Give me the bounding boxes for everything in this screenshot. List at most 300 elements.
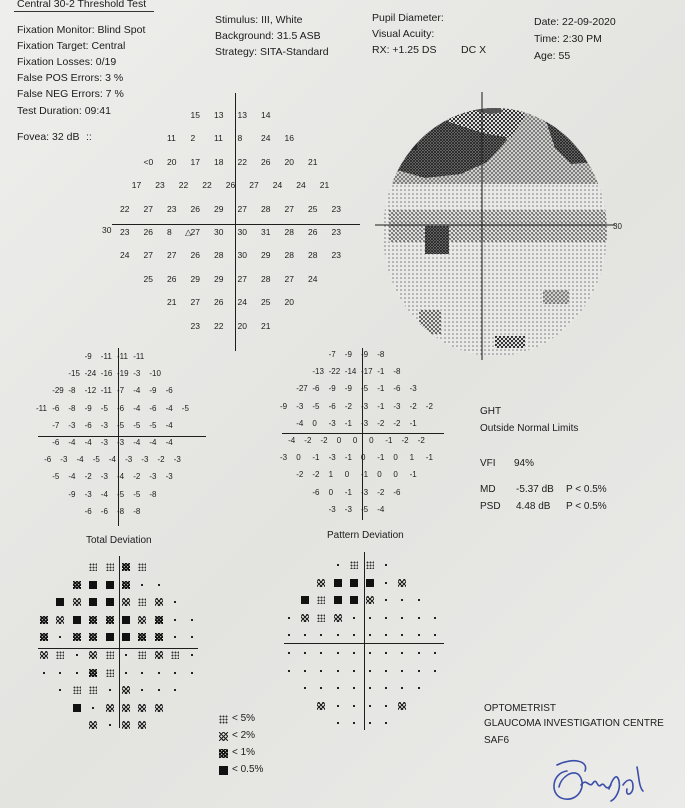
pattern-deviation-symbol — [366, 596, 374, 604]
pattern-deviation-value: 0 — [369, 436, 374, 445]
threshold-value: 27 — [249, 180, 259, 191]
pattern-deviation-symbol — [382, 719, 390, 727]
vfi-value: 94% — [514, 458, 535, 469]
total-deviation-value: -11 — [36, 403, 47, 413]
total-deviation-value: -4 — [100, 489, 108, 499]
test-date: Date: 22-09-2020 — [534, 16, 616, 28]
threshold-value: 26 — [190, 203, 200, 214]
pattern-deviation-symbol — [301, 631, 309, 639]
total-deviation-symbol — [138, 563, 146, 571]
pattern-deviation-symbol — [415, 667, 423, 675]
threshold-value: 24 — [308, 273, 318, 284]
legend-label: < 1% — [232, 747, 256, 758]
total-deviation-symbol — [40, 633, 48, 641]
handwritten-signature — [545, 755, 665, 805]
total-deviation-symbol — [155, 669, 163, 677]
threshold-value: 29 — [214, 203, 224, 214]
pattern-deviation-value: -5 — [361, 504, 369, 514]
total-deviation-value: -3 — [60, 455, 68, 465]
threshold-value: 31 — [261, 227, 271, 237]
clinic-line-2: GLAUCOMA INVESTIGATION CENTRE — [484, 718, 664, 729]
pattern-deviation-symbol — [398, 667, 406, 675]
total-deviation-value: -3 — [165, 472, 173, 482]
total-deviation-value: -6 — [84, 420, 92, 430]
pattern-deviation-symbol — [366, 631, 374, 639]
pattern-deviation-symbol — [285, 667, 293, 675]
total-deviation-value: -4 — [165, 403, 173, 413]
total-deviation-symbol — [89, 669, 97, 677]
total-deviation-symbol — [89, 598, 97, 606]
pattern-deviation-value: 0 — [336, 436, 342, 445]
pattern-deviation-symbol — [317, 596, 325, 604]
test-duration: Test Duration: 09:41 — [17, 105, 111, 117]
threshold-value: 24 — [272, 180, 283, 191]
pattern-deviation-symbol — [431, 614, 439, 622]
total-deviation-symbol — [122, 704, 130, 712]
total-deviation-value: -3 — [100, 420, 108, 430]
total-deviation-symbol — [106, 563, 114, 571]
pattern-deviation-value: -3 — [328, 418, 336, 428]
md-label: MD — [480, 484, 496, 495]
pattern-deviation-value: -2 — [377, 418, 385, 428]
pattern-deviation-symbol — [398, 684, 406, 692]
total-deviation-symbol — [89, 704, 97, 712]
td-horizontal-axis — [38, 436, 206, 437]
total-deviation-value: -3 — [100, 438, 108, 447]
legend-symbol-p05 — [219, 766, 228, 775]
total-deviation-symbol — [171, 686, 179, 694]
total-deviation-symbol — [40, 616, 48, 624]
total-deviation-symbol — [138, 721, 146, 729]
clinic-line-3: SAF6 — [484, 735, 510, 746]
total-deviation-symbol — [106, 616, 114, 624]
total-deviation-symbol — [73, 581, 81, 589]
threshold-value: 27 — [237, 203, 247, 214]
threshold-value: 22 — [202, 180, 212, 191]
total-deviation-symbol — [171, 616, 179, 624]
threshold-value: 26 — [190, 250, 200, 261]
total-deviation-symbol — [171, 669, 179, 677]
total-deviation-value: -4 — [133, 438, 141, 447]
pattern-deviation-value: -9 — [344, 350, 352, 359]
pattern-deviation-symbol — [317, 684, 325, 692]
pattern-deviation-value: -3 — [361, 401, 369, 411]
legend-symbol-p1 — [219, 749, 228, 758]
total-deviation-symbol — [56, 651, 64, 659]
total-deviation-symbol — [122, 616, 130, 624]
total-deviation-value: -8 — [117, 506, 125, 516]
pattern-deviation-symbol — [382, 579, 390, 587]
total-deviation-symbol — [106, 686, 114, 694]
total-deviation-symbol — [106, 651, 114, 659]
pattern-deviation-symbol — [431, 631, 439, 639]
pattern-deviation-value: -1 — [377, 453, 385, 463]
threshold-value: 20 — [284, 156, 294, 167]
pattern-deviation-symbol — [350, 561, 358, 569]
pattern-deviation-value: 0 — [377, 470, 382, 480]
total-deviation-symbol — [138, 686, 146, 694]
pattern-deviation-value: -4 — [377, 504, 385, 514]
total-deviation-symbol — [106, 669, 114, 677]
total-deviation-value: -4 — [165, 438, 173, 447]
total-deviation-symbol — [89, 563, 97, 571]
pattern-deviation-symbol — [398, 631, 406, 639]
total-deviation-symbol — [138, 704, 146, 712]
threshold-value: 27 — [284, 273, 294, 284]
total-deviation-value: -4 — [76, 455, 84, 465]
total-deviation-value: -16 — [100, 369, 113, 379]
pattern-deviation-value: -3 — [296, 401, 304, 411]
pattern-deviation-value: -2 — [377, 487, 385, 497]
total-deviation-symbol — [188, 616, 196, 624]
threshold-value: 23 — [167, 203, 177, 214]
dc-x: DC X — [461, 44, 487, 56]
pattern-deviation-symbol — [301, 649, 309, 657]
total-deviation-symbol — [106, 721, 114, 729]
total-deviation-symbol — [89, 686, 97, 694]
threshold-value: 14 — [261, 110, 271, 120]
total-deviation-value: -8 — [68, 386, 76, 396]
threshold-value: 28 — [261, 203, 271, 214]
pattern-deviation-symbol — [366, 719, 374, 727]
total-deviation-value: -6 — [52, 438, 60, 447]
pattern-deviation-value: 0 — [312, 418, 317, 428]
total-deviation-symbol — [155, 633, 163, 641]
pattern-deviation-value: -9 — [328, 384, 336, 394]
total-deviation-value: -5 — [133, 489, 141, 499]
total-deviation-symbol — [122, 633, 130, 641]
patient-age: Age: 55 — [534, 50, 571, 62]
pattern-deviation-value: -9 — [280, 401, 288, 411]
pattern-deviation-symbol — [415, 631, 423, 639]
total-deviation-value: -6 — [100, 506, 108, 516]
total-deviation-value: -4 — [165, 420, 173, 430]
pattern-deviation-value: -3 — [361, 487, 369, 497]
total-deviation-symbol — [106, 704, 114, 712]
total-deviation-value: -24 — [84, 369, 97, 379]
total-deviation-title: Total Deviation — [86, 535, 152, 546]
total-deviation-value: -12 — [84, 386, 97, 396]
pattern-deviation-symbol — [366, 649, 374, 657]
total-deviation-symbol — [122, 721, 130, 729]
pattern-deviation-value: -1 — [312, 453, 320, 463]
threshold-value: 27 — [190, 297, 200, 308]
total-deviation-value: -9 — [84, 352, 92, 361]
total-deviation-value: -11 — [100, 386, 112, 396]
total-deviation-symbol — [171, 633, 179, 641]
total-deviation-value: -6 — [165, 386, 173, 396]
pattern-deviation-symbol — [334, 561, 342, 569]
pattern-deviation-symbol — [398, 614, 406, 622]
total-deviation-symbol — [73, 651, 81, 659]
pattern-deviation-value: 0 — [393, 453, 398, 463]
pattern-deviation-value: -5 — [361, 384, 369, 394]
threshold-value: 11 — [214, 133, 223, 144]
pattern-deviation-value: -17 — [361, 367, 373, 377]
ght-result: Outside Normal Limits — [480, 423, 579, 434]
tdp-horizontal-axis — [38, 648, 198, 649]
pdp-vertical-axis — [364, 552, 365, 730]
total-deviation-value: -5 — [92, 455, 100, 465]
pattern-deviation-symbol — [398, 649, 406, 657]
rx: RX: +1.25 DS — [372, 44, 437, 56]
pattern-deviation-value: -1 — [361, 470, 369, 480]
fixation-monitor: Fixation Monitor: Blind Spot — [17, 24, 146, 36]
total-deviation-value: -7 — [52, 420, 60, 430]
threshold-value: 21 — [308, 156, 318, 167]
total-deviation-value: -6 — [52, 403, 60, 413]
total-deviation-value: -7 — [117, 386, 125, 396]
total-deviation-symbol — [73, 616, 81, 624]
pattern-deviation-symbol — [366, 579, 374, 587]
total-deviation-value: -8 — [133, 506, 141, 516]
pattern-deviation-symbol — [350, 579, 358, 587]
pd-horizontal-axis — [282, 433, 444, 434]
total-deviation-value: -6 — [117, 403, 125, 413]
pattern-deviation-value: 0 — [352, 436, 358, 445]
total-deviation-symbol — [56, 633, 64, 641]
pattern-deviation-symbol — [366, 614, 374, 622]
pattern-deviation-symbol — [334, 596, 342, 604]
threshold-value: <0 — [143, 156, 154, 167]
total-deviation-symbol — [56, 669, 64, 677]
pattern-deviation-symbol — [334, 649, 342, 657]
total-deviation-value: -4 — [68, 472, 76, 482]
pattern-deviation-value: -1 — [377, 367, 385, 377]
pattern-deviation-value: -6 — [393, 384, 401, 394]
pattern-deviation-symbol — [350, 649, 358, 657]
total-deviation-symbol — [155, 704, 163, 712]
false-pos-errors: False POS Errors: 3 % — [17, 72, 124, 84]
total-deviation-value: -8 — [68, 403, 76, 413]
visual-acuity: Visual Acuity: — [372, 28, 435, 40]
pattern-deviation-value: 0 — [361, 453, 366, 463]
pattern-deviation-symbol — [317, 702, 325, 710]
pattern-deviation-value: -4 — [288, 436, 296, 445]
threshold-value: 28 — [308, 250, 318, 261]
total-deviation-symbol — [56, 616, 64, 624]
total-deviation-symbol — [155, 598, 163, 606]
threshold-value: 26 — [167, 273, 177, 284]
total-deviation-symbol — [56, 686, 64, 694]
threshold-value: 25 — [308, 203, 318, 214]
total-deviation-value: -29 — [52, 386, 64, 396]
threshold-value: 24 — [296, 180, 306, 191]
pattern-deviation-value: -3 — [280, 453, 288, 463]
threshold-value: 17 — [190, 156, 200, 167]
total-deviation-symbol — [122, 563, 130, 571]
pattern-deviation-value: -2 — [409, 401, 417, 411]
md-p: P < 0.5% — [566, 484, 607, 495]
pattern-deviation-symbol — [415, 596, 423, 604]
total-deviation-value: -5 — [100, 403, 108, 413]
pattern-deviation-symbol — [334, 702, 342, 710]
pattern-deviation-symbol — [334, 614, 342, 622]
pattern-deviation-symbol — [366, 561, 374, 569]
threshold-value: 28 — [214, 250, 224, 261]
pattern-deviation-value: -2 — [401, 436, 409, 445]
total-deviation-symbol — [122, 669, 130, 677]
total-deviation-symbol — [106, 598, 114, 606]
pattern-deviation-value: 1 — [328, 470, 334, 480]
pattern-deviation-value: 0 — [344, 470, 350, 480]
total-deviation-symbol — [171, 598, 179, 606]
threshold-value: 13 — [214, 110, 224, 120]
fixation-target: Fixation Target: Central — [17, 40, 126, 52]
pattern-deviation-symbol — [382, 631, 390, 639]
pattern-deviation-value: -2 — [304, 436, 312, 445]
threshold-value: 23 — [331, 250, 341, 261]
pattern-deviation-symbol — [317, 667, 325, 675]
grayscale-plot — [375, 92, 625, 360]
threshold-value: 23 — [190, 320, 200, 331]
pattern-deviation-value: -27 — [296, 384, 308, 394]
threshold-value: 23 — [331, 227, 341, 237]
pattern-deviation-symbol — [398, 579, 406, 587]
threshold-value: 25 — [143, 273, 153, 284]
pattern-deviation-value: -1 — [409, 470, 417, 480]
total-deviation-value: -11 — [100, 352, 112, 361]
total-deviation-value: -9 — [149, 386, 157, 396]
threshold-value: 22 — [237, 156, 247, 167]
pattern-deviation-symbol — [301, 614, 309, 622]
pattern-deviation-symbol — [334, 579, 342, 587]
total-deviation-symbol — [122, 581, 130, 589]
clinic-line-1: OPTOMETRIST — [484, 703, 557, 714]
legend-symbol-p2 — [219, 732, 228, 741]
pattern-deviation-symbol — [285, 649, 293, 657]
threshold-value: 25 — [261, 297, 271, 308]
threshold-value: 26 — [214, 297, 224, 308]
threshold-value: 29 — [190, 273, 200, 284]
pattern-deviation-symbol — [382, 561, 390, 569]
pattern-deviation-value: -9 — [344, 384, 352, 394]
pattern-deviation-symbol — [350, 631, 358, 639]
threshold-value: 13 — [237, 110, 247, 120]
pupil-diameter: Pupil Diameter: — [372, 12, 444, 24]
pattern-deviation-symbol — [382, 614, 390, 622]
report-title: Central 30-2 Threshold Test — [17, 0, 147, 10]
total-deviation-symbol — [73, 704, 81, 712]
pattern-deviation-value: -1 — [377, 401, 385, 411]
total-deviation-symbol — [89, 721, 97, 729]
total-deviation-symbol — [122, 686, 130, 694]
threshold-value: 29 — [214, 273, 224, 284]
total-deviation-value: -3 — [141, 455, 149, 465]
threshold-value: 28 — [284, 227, 294, 237]
pattern-deviation-symbol — [301, 667, 309, 675]
total-deviation-value: -3 — [68, 420, 76, 430]
pattern-deviation-value: -6 — [312, 384, 320, 394]
pattern-deviation-value: -1 — [409, 418, 417, 428]
pdp-horizontal-axis — [284, 643, 444, 644]
threshold-value: 24 — [237, 297, 247, 308]
pattern-deviation-value: -6 — [393, 487, 401, 497]
md-value: -5.37 dB — [516, 484, 554, 495]
threshold-value: 11 — [167, 133, 176, 144]
total-deviation-value: -4 — [84, 438, 92, 447]
total-deviation-value: -5 — [133, 420, 141, 430]
total-deviation-value: -2 — [157, 455, 165, 465]
pattern-deviation-symbol — [382, 596, 390, 604]
pattern-deviation-symbol — [301, 684, 309, 692]
pattern-deviation-symbol — [334, 667, 342, 675]
background: Background: 31.5 ASB — [215, 30, 321, 42]
total-deviation-symbol — [89, 633, 97, 641]
pattern-deviation-value: -3 — [328, 504, 336, 514]
threshold-value: 24 — [120, 250, 130, 261]
total-deviation-symbol — [138, 581, 146, 589]
pattern-deviation-value: -6 — [328, 401, 336, 411]
pattern-deviation-value: -3 — [361, 418, 369, 428]
pattern-deviation-value: 0 — [296, 453, 301, 463]
pattern-deviation-symbol — [382, 702, 390, 710]
pattern-deviation-value: -8 — [377, 350, 385, 359]
pattern-deviation-value: -8 — [393, 367, 401, 377]
total-deviation-symbol — [138, 616, 146, 624]
total-deviation-symbol — [188, 633, 196, 641]
pattern-deviation-value: -1 — [344, 487, 352, 497]
total-deviation-value: -9 — [68, 489, 76, 499]
threshold-value: 20 — [284, 297, 294, 308]
threshold-value: 27 — [190, 227, 200, 237]
legend-label: < 2% — [232, 730, 256, 741]
total-deviation-value: -4 — [133, 386, 141, 396]
total-deviation-value: -4 — [149, 438, 157, 447]
stimulus: Stimulus: III, White — [215, 14, 303, 26]
pattern-deviation-value: -2 — [393, 418, 401, 428]
total-deviation-symbol — [122, 598, 130, 606]
total-deviation-symbol — [188, 651, 196, 659]
pattern-deviation-symbol — [350, 684, 358, 692]
pattern-deviation-value: -22 — [328, 367, 341, 377]
pattern-deviation-value: -9 — [361, 350, 369, 359]
pattern-deviation-symbol — [350, 596, 358, 604]
total-deviation-value: -2 — [133, 472, 141, 482]
pattern-deviation-symbol — [334, 631, 342, 639]
threshold-value: 2 — [190, 133, 196, 144]
pattern-deviation-symbol — [415, 684, 423, 692]
pattern-deviation-symbol — [431, 649, 439, 657]
total-deviation-symbol — [73, 598, 81, 606]
pattern-deviation-symbol — [317, 614, 325, 622]
threshold-value: 27 — [237, 273, 247, 284]
fovea: Fovea: 32 dB — [17, 131, 80, 143]
total-deviation-value: -3 — [117, 438, 125, 447]
vfi-label: VFI — [480, 458, 496, 469]
total-deviation-value: -15 — [68, 369, 80, 379]
total-deviation-value: -6 — [84, 506, 92, 516]
total-deviation-symbol — [89, 651, 97, 659]
pattern-deviation-value: 1 — [409, 453, 415, 463]
threshold-value: 28 — [284, 250, 294, 261]
pattern-deviation-value: -3 — [328, 453, 336, 463]
legend-label: < 0.5% — [232, 764, 264, 775]
threshold-value: 17 — [131, 180, 142, 191]
total-deviation-value: -4 — [108, 455, 117, 465]
pattern-deviation-value: -4 — [296, 418, 304, 428]
total-deviation-symbol — [106, 633, 114, 641]
total-deviation-value: -2 — [84, 472, 92, 482]
pattern-deviation-value: 0 — [328, 487, 334, 497]
threshold-value: 26 — [261, 156, 271, 167]
grayscale-axis-label: 30 — [613, 222, 622, 231]
pattern-deviation-symbol — [398, 702, 406, 710]
psd-value: 4.48 dB — [516, 501, 551, 512]
threshold-value: 26 — [308, 227, 318, 237]
total-deviation-value: -5 — [117, 489, 125, 499]
pattern-deviation-value: -1 — [385, 436, 393, 445]
